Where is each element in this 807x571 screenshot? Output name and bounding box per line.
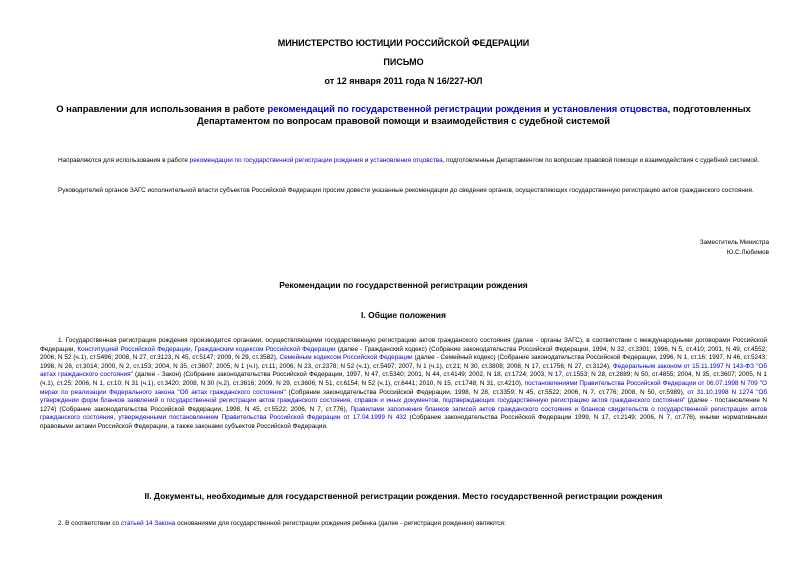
recommendations-paragraph-2 bbox=[40, 520, 767, 529]
signer-name: Ю.С.Любимов bbox=[726, 249, 769, 256]
intro-text: , подготовленные Департаментом по вопросам правовой помощи и взаимодействия с судебной системой. bbox=[442, 157, 760, 164]
link-decree-1274[interactable]: от 31.10.1998 N 1274 "Об утверждении форм бланков заявлений о государственной регистрации актов гражданского состояния, справок и иных документов, подтверждающих государственную регистрацию актов гражданского состояния" bbox=[40, 388, 767, 405]
signature-block bbox=[569, 238, 769, 258]
link-constitution[interactable]: Конституцией Российской Федерации bbox=[77, 345, 191, 353]
intro-link-birth-registration[interactable]: рекомендации по государственной регистрации рождения bbox=[189, 157, 364, 164]
paragraph-text: 2. В соответствии со bbox=[58, 520, 121, 527]
ministry-header: МИНИСТЕРСТВО ЮСТИЦИИ РОССИЙСКОЙ ФЕДЕРАЦИИ bbox=[277, 38, 530, 48]
document-date-number: от 12 января 2011 года N 16/227-ЮЛ bbox=[324, 76, 483, 86]
title-link-paternity[interactable]: установления отцовства bbox=[552, 103, 668, 114]
paragraph-text: (далее - Семейный кодекс) (Собрание законодательства Российской Федерации, 1996, N 1, ст.16; 1997, N 46, ст.5243; 1998, N 26, ст.3014; 2000, N 2, ст.153; 2004, N 35, ст.3607; 2005, N 1 (ч.I), ст.11; 2006, N 23, ст.2378; N 52 (ч.1), ст.5497; 2007, N 1 (ч.1), ст.21; N 30, ст.3808; 2008, N 17, ст.1756; N 27, ст.3124), bbox=[40, 354, 767, 370]
document-type: ПИСЬМО bbox=[383, 57, 424, 67]
title-text: О направлении для использования в работе bbox=[56, 103, 268, 114]
paragraph-text: (далее - Закон) (Собрание законодательства Российской Федерации, 1997, N 47, ст.5340; 2001, N 44, ст.4149; 2002, N 18, ст.1724; 2003, N 17, ст.1553; N 28, ст.2889; N 50, ст.4855; 2004, N 35, ст.3607; 2005, N 1 (ч.1), ст.25; 2006, N 1, ст.10; N 31 (ч.1), ст.3420; 2008, N 30 (ч.2), ст.3616; 2009, N 29, ст.3606; N 51, ст.6154; N 52 (ч.1), ст.6441; 2010, N 15, ст.1748; N 31, ст.4210), bbox=[40, 371, 767, 387]
link-family-code[interactable]: Семейным кодексом Российской Федерации bbox=[279, 354, 413, 362]
title-text: и bbox=[541, 103, 553, 114]
paragraph-text: основаниями для государственной регистрации рождения ребенка (далее - регистрация рождения) являются: bbox=[175, 520, 506, 527]
intro-text: Направляются для использования в работе bbox=[58, 157, 190, 164]
section-2-heading: II. Документы, необходимые для государственной регистрации рождения. Место государственной регистрации рождения bbox=[144, 491, 663, 501]
paragraph-text: , bbox=[190, 345, 195, 353]
recommendations-paragraph-1 bbox=[40, 337, 767, 432]
link-decree-709[interactable]: постановлениями Правительства Российской Федерации от 06.07.1998 N 709 "О мерах по реализации Федерального закона "Об актах гражданского состояния" bbox=[40, 379, 767, 396]
intro-paragraph-2: Руководителей органов ЗАГС исполнительной власти субъектов Российской Федерации просим довести указанные рекомендации до сведения органов, осуществляющих государственную регистрацию актов гражданского состояния. bbox=[58, 187, 754, 194]
intro-paragraph-1 bbox=[40, 157, 767, 166]
link-filling-rules[interactable]: Правилами заполнения бланков записей актов гражданского состояния и бланков свидетельств о государственной регистрации актов гражданского состояния, утвержденными постановлением Правительства Российской Федерации от 17.04.1999 N 432 bbox=[40, 405, 767, 422]
intro-text: и bbox=[363, 157, 371, 164]
intro-link-paternity[interactable]: установления отцовства bbox=[370, 157, 443, 164]
paragraph-text: (Собрание законодательства Российской Федерации, 1998, N 28, ст.3359; N 45, ст.5522; 2006, N 7, ст.776; 2008, N 50, ст.5989), bbox=[285, 388, 688, 396]
paragraph-text: (далее - Гражданский кодекс) (Собрание законодательства Российской Федерации, 1994, N 32, ст.3301; 1996, N 5, ст.410; 2001, N 49, ст.4552; 2006, N 52 (ч.1), ст.5496; 2008, N 27, ст.3123, N 45, ст.5147; 2009, N 29, ст.3582), bbox=[40, 345, 767, 362]
title-text: , подготовленных Департаментом по вопросам правовой помощи и взаимодействия с судебной системой bbox=[196, 103, 751, 126]
document-title bbox=[40, 103, 767, 127]
link-article-14[interactable]: статьей 14 Закона bbox=[120, 520, 176, 527]
link-federal-law-143[interactable]: Федеральным законом от 15.11.1997 N 143-ФЗ "Об актах гражданского состояния" bbox=[40, 362, 767, 379]
paragraph-text: (далее - постановление N 1274) (Собрание законодательства Российской Федерации, 1998, N 45, ст.5522; 2006, N 7, ст.776), bbox=[40, 397, 767, 413]
paragraph-text: 1. Государственная регистрация рождения производится органами, осуществляющими государственную регистрацию актов гражданского состояния (далее - органы ЗАГС), в соответствии с международными договорами Российской Федерации, bbox=[40, 337, 767, 353]
link-civil-code[interactable]: Гражданским кодексом Российской Федерации bbox=[194, 345, 336, 353]
title-link-birth-registration[interactable]: рекомендаций по государственной регистрации рождения bbox=[267, 103, 542, 114]
recommendations-heading: Рекомендации по государственной регистрации рождения bbox=[279, 280, 528, 290]
section-1-heading: I. Общие положения bbox=[361, 310, 446, 320]
paragraph-text: (Собрание законодательства Российской Федерации 1999, N 17, ст.2149; 2006, N 7, ст.776), иными нормативными правовыми актами Российской Федерации, а также законами субъектов Российской Федерации. bbox=[40, 414, 767, 430]
signer-position: Заместитель Министра bbox=[699, 239, 769, 246]
